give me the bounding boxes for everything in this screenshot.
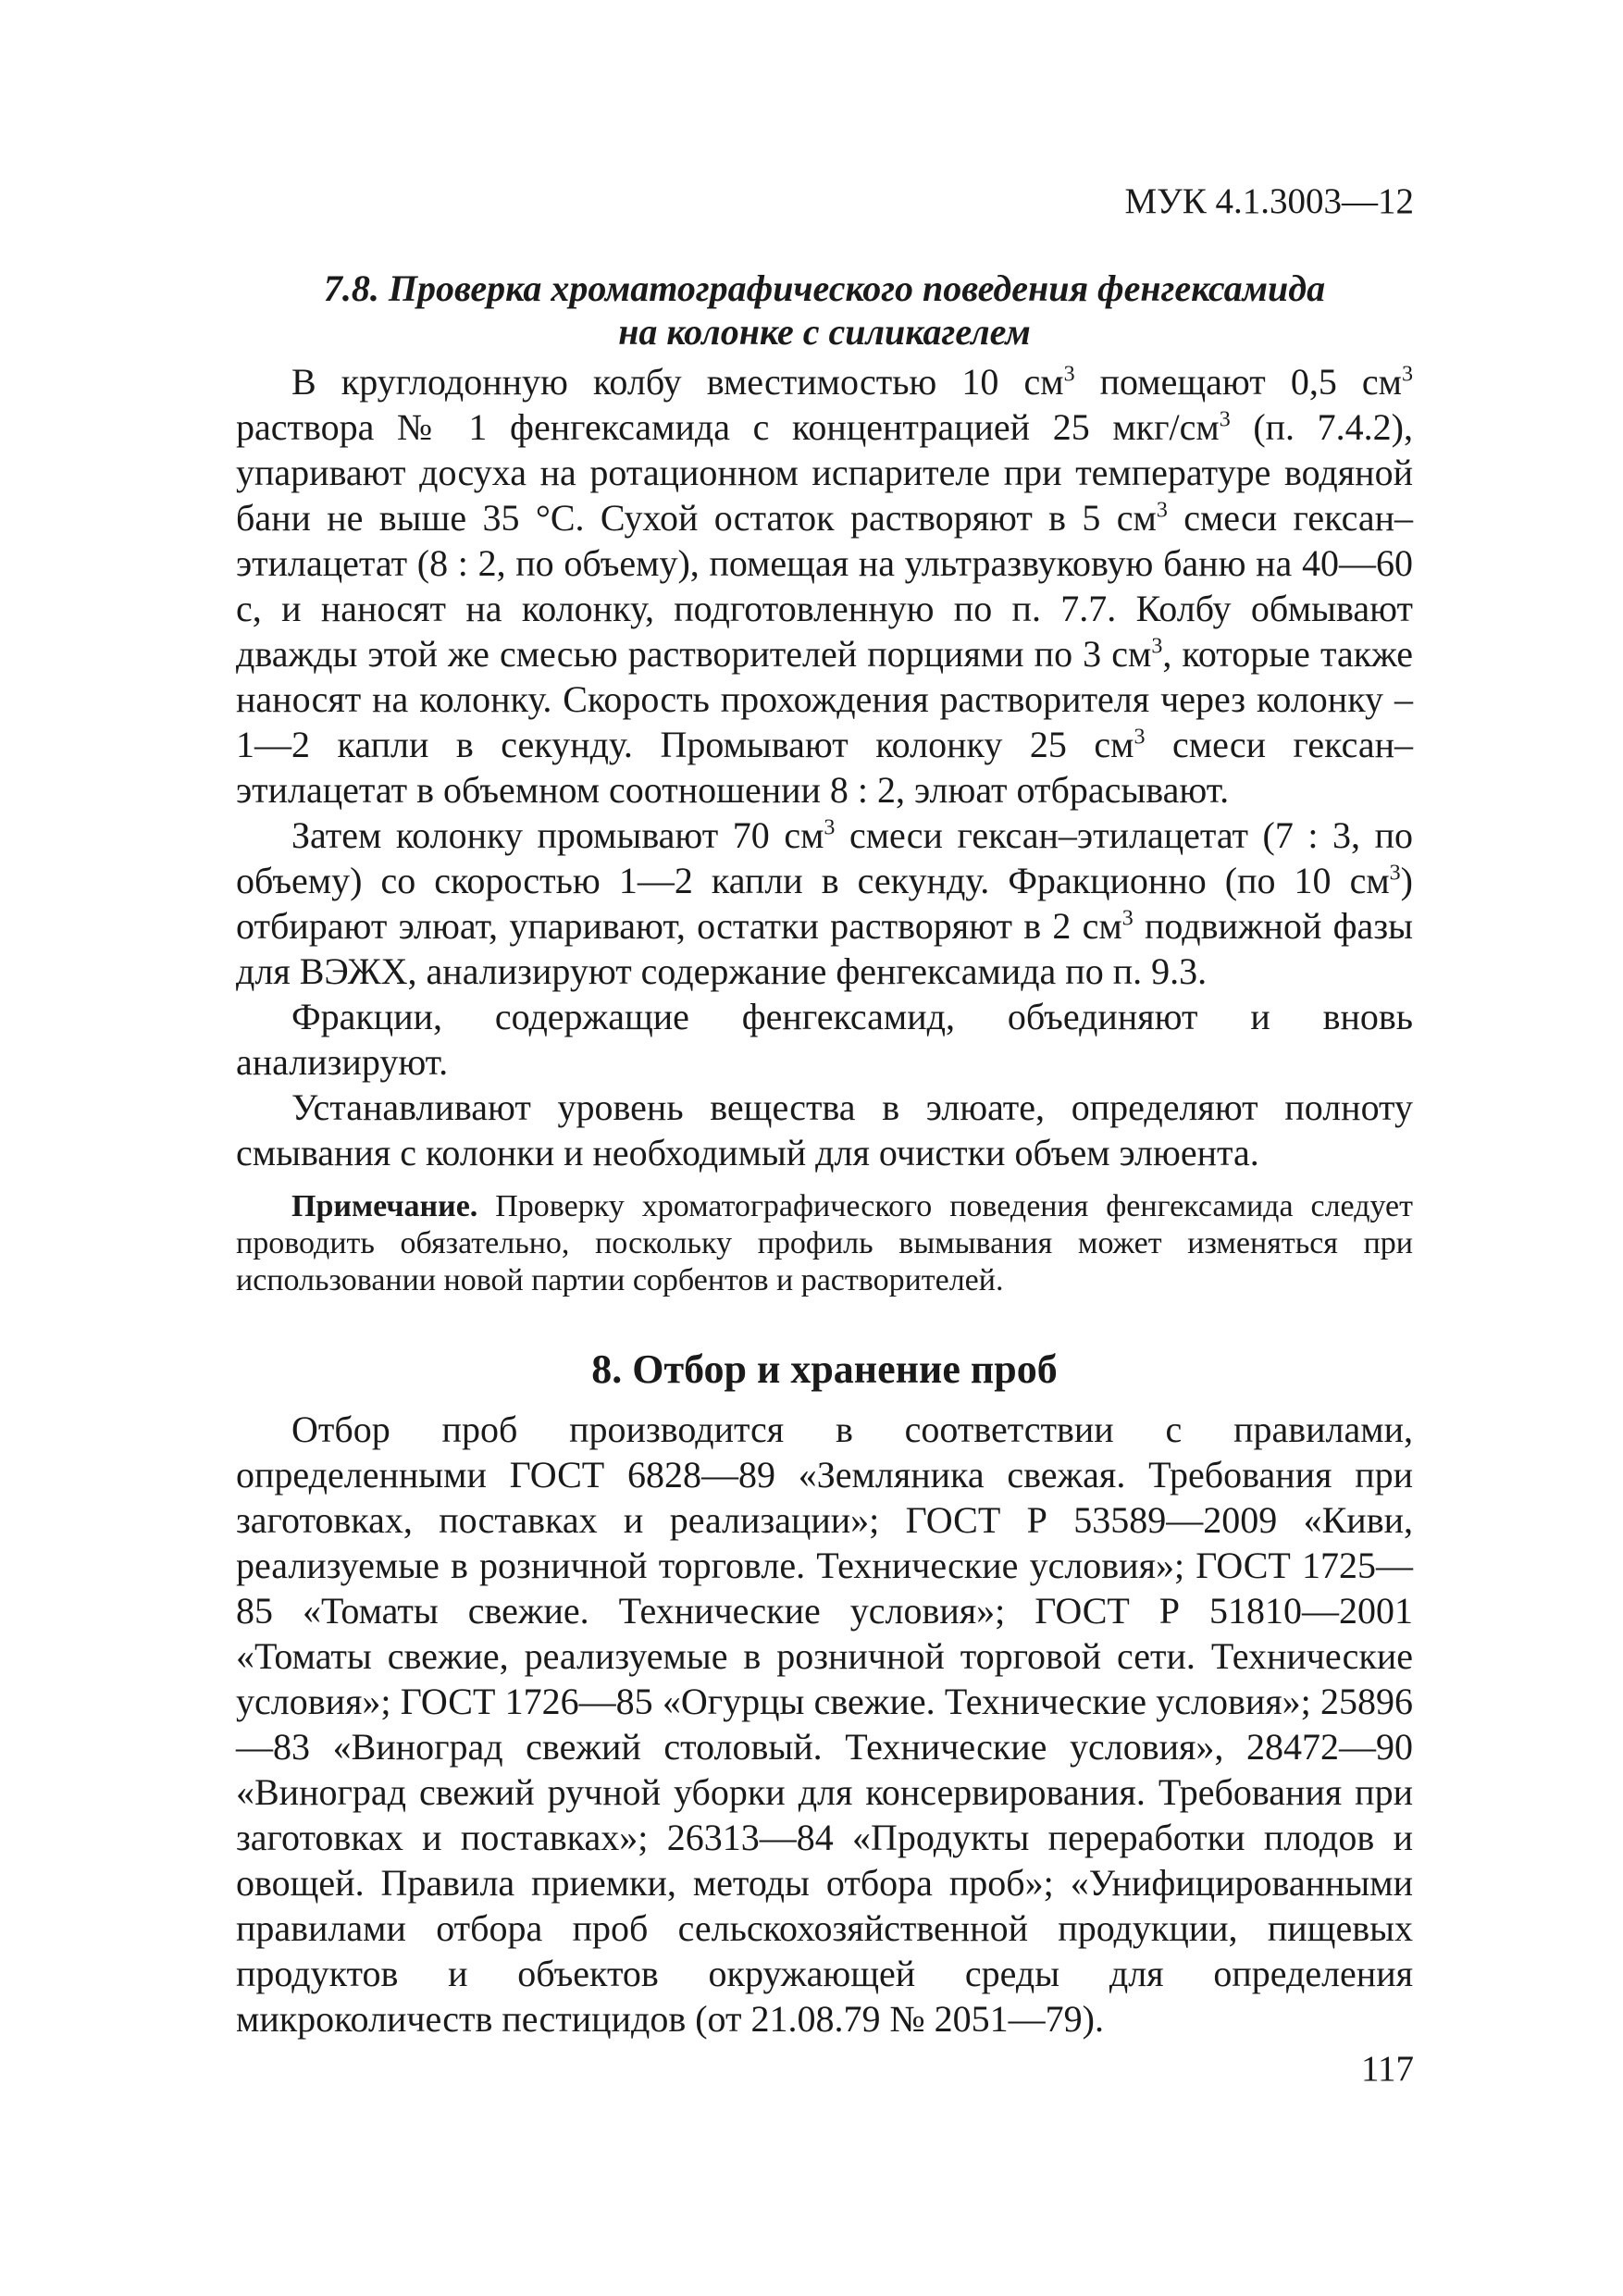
page-content — [236, 267, 1413, 2042]
paragraph-fractions: Фракции, содержащие фенгексамид, объединяют и вновь анализируют. — [236, 996, 1413, 1083]
document-code: МУК 4.1.3003—12 — [1124, 181, 1414, 221]
paragraph-level: Устанавливают уровень вещества в элюате, определяют полноту смывания с колонки и необходимый для очистки объем элюента. — [236, 1086, 1413, 1173]
section-heading-line-1: 7.8. Проверка хроматографического поведения фенгексамида — [323, 267, 1326, 309]
section-7-8-heading — [236, 267, 1413, 354]
paragraph-procedure: В круглодонную колбу вместимостью 10 $см^3$ помещают 0,5 $см^3$ раствора № 1 фенгексамида с концентрацией 25 мкг/$см^3$ (п. 7.4.2), упаривают досуха на ротационном испарителе при температуре водяной бани не выше 35 °С. Сухой остаток растворяют в 5 $см^3$ смеси гексан–этилацетат (8 : 2, по объему), помещая на ультразвуковую баню на 40—60 с, и наносят на колонку, подготовленную по п. 7.7. Колбу обмывают дважды этой же смесью растворителей порциями по 3 $см^3$, которые также наносят на колонку. Скорость прохождения растворителя через колонку – 1—2 капли в секунду. Промывают колонку 25 $см^3$ смеси гексан–этилацетат в объемном соотношении 8 : 2, элюат отбрасывают. — [236, 361, 1414, 811]
section-8-title: 8. Отбор и хранение проб — [591, 1347, 1058, 1392]
note-label: Примечание. — [291, 1189, 478, 1223]
note-paragraph — [236, 1188, 1413, 1299]
note-text: Проверку хроматографического поведения фенгексамида следует проводить обязательно, поскольку профиль вымывания может изменяться при использовании новой партии сорбентов и растворителей. — [236, 1189, 1413, 1297]
paragraph-elution: Затем колонку промывают 70 $см^3$ смеси гексан–этилацетат (7 : 3, по объему) со скоростью 1—2 капли в секунду. Фракционно (по 10 $см^3$) отбирают элюат, упаривают, остатки растворяют в 2 $см^3$ подвижной фазы для ВЭЖХ, анализируют содержание фенгексамида по п. 9.3. — [236, 814, 1413, 992]
paragraph-sampling: Отбор проб производится в соответствии с правилами, определенными ГОСТ 6828—89 «Земляника свежая. Требования при заготовках, поставках и реализации»; ГОСТ Р 53589—2009 «Киви, реализуемые в розничной торговле. Технические условия»; ГОСТ 1725—85 «Томаты свежие. Технические условия»; ГОСТ Р 51810—2001 «Томаты свежие, реализуемые в розничной торговой сети. Технические условия»; ГОСТ 1726—85 «Огурцы свежие. Технические условия»; 25896—83 «Виноград свежий столовый. Технические условия», 28472—90 «Виноград свежий ручной уборки для консервирования. Требования при заготовках и поставках»; 26313—84 «Продукты переработки плодов и овощей. Правила приемки, методы отбора проб»; «Унифицированными правилами отбора проб сельскохозяйственной продукции, пищевых продуктов и объектов окружающей среды для определения микроколичеств пестицидов (от 21.08.79 № 2051—79). — [236, 1409, 1413, 2040]
page-number: 117 — [1360, 2049, 1414, 2089]
section-heading-line-2: на колонке с силикагелем — [618, 311, 1031, 353]
